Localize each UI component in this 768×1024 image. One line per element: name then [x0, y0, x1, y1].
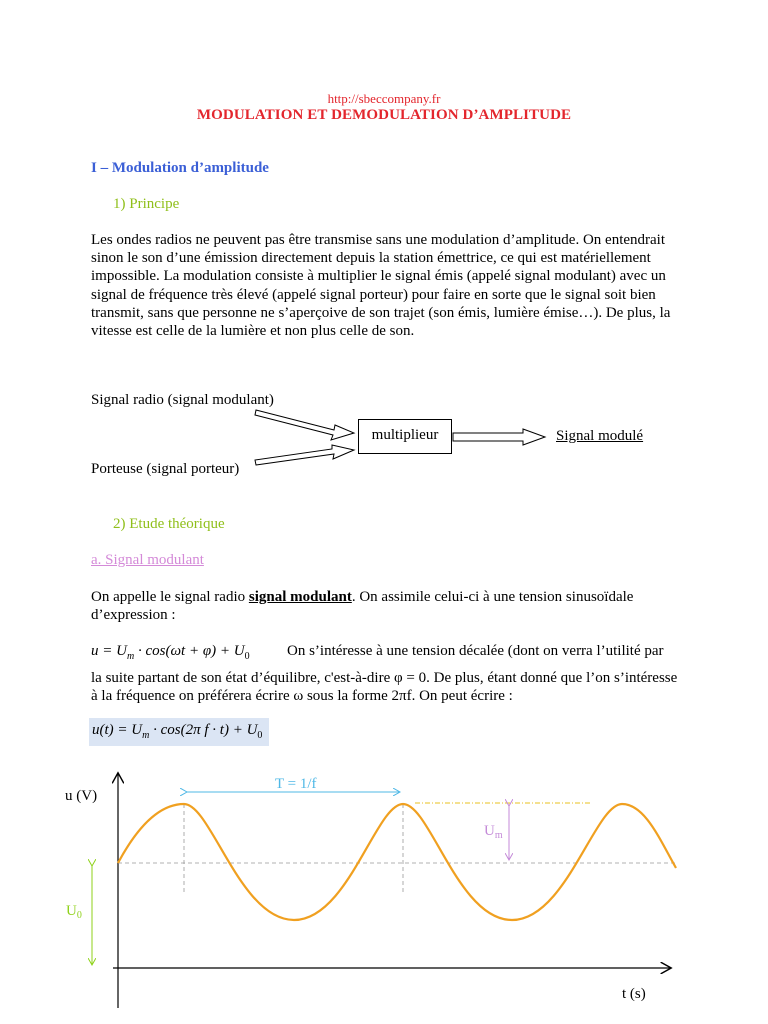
y-axis-label: u (V)	[65, 788, 98, 804]
sine-graph	[0, 760, 768, 1024]
formula1-sub-m: m	[126, 651, 135, 662]
multiplier-label: multiplieur	[371, 427, 439, 443]
diagram-arrows	[240, 400, 560, 480]
formula2-part1: u(t) = U	[92, 722, 143, 738]
arrow-output	[453, 429, 545, 445]
subsection-signal-modulant[interactable]: a. Signal modulant	[91, 552, 204, 568]
formula2-sub-m: m	[142, 730, 150, 741]
sine-wave	[118, 804, 676, 920]
diagram-input-carrier: Porteuse (signal porteur)	[91, 461, 240, 477]
paragraph-signal-modulant	[91, 588, 681, 624]
section-heading-modulation: I – Modulation d’amplitude	[91, 160, 269, 176]
formula-general	[91, 643, 250, 662]
formula1-sub-0: 0	[244, 651, 250, 662]
document-title: MODULATION ET DEMODULATION D’AMPLITUDE	[196, 107, 572, 123]
amp-label	[484, 823, 503, 841]
amp-label-main: U	[484, 823, 495, 839]
para2-text-a: On appelle le signal radio	[91, 589, 249, 605]
formula2-sub-0: 0	[257, 730, 263, 741]
formula1-part2: · cos(ωt + φ) + U	[134, 643, 245, 659]
source-url[interactable]: http://sbeccompany.fr	[327, 91, 441, 106]
formula-time	[92, 722, 262, 741]
arrow-radio	[255, 410, 354, 440]
offset-label-main: U	[66, 903, 77, 919]
amp-label-sub: m	[494, 830, 503, 841]
para2-bold: signal modulant	[248, 589, 352, 605]
subsection-etude: 2) Etude théorique	[113, 516, 225, 532]
subsection-principe: 1) Principe	[113, 196, 180, 212]
para2-text-b: . On assimile celui-ci à une tension sinusoïdale d’expression :	[91, 589, 634, 624]
offset-label	[66, 903, 82, 921]
diagram-output: Signal modulé	[556, 428, 644, 444]
paragraph-principe: Les ondes radios ne peuvent pas être transmise sans une modulation d’amplitude. On entendrait sinon le son d’une émission directement depuis la station émettrice, ce qui est matériellement impossible. La modulation consiste à multiplier le signal émis (appelé signal modulant) avec un signal de fréquence très élevé (appelé signal porteur) pour faire en sorte que le signal soit bien transmit, sans que personne ne s’aperçoive de son trajet (son émis, lumière émise…). De plus, la vitesse est celle de la lumière et non plus celle de son.	[91, 232, 671, 340]
formula1-part1: u = U	[91, 643, 127, 659]
x-axis-label: t (s)	[622, 986, 646, 1002]
paragraph-decalee-rest: la suite partant de son état d’équilibre, c'est-à-dire φ = 0. De plus, étant donné que l’on s’intéresse à la fréquence on préférera écrire ω sous la forme 2πf. On peut écrire :	[91, 670, 678, 705]
formula2-part2: · cos(2π f · t) + U	[149, 722, 258, 738]
offset-label-sub: 0	[76, 910, 82, 921]
diagram-input-radio: Signal radio (signal modulant)	[91, 392, 274, 408]
period-label: T = 1/f	[275, 776, 317, 792]
paragraph-decalee-line1: On s’intéresse à une tension décalée (dont on verra l’utilité par	[287, 643, 664, 659]
arrow-carrier	[255, 445, 354, 465]
